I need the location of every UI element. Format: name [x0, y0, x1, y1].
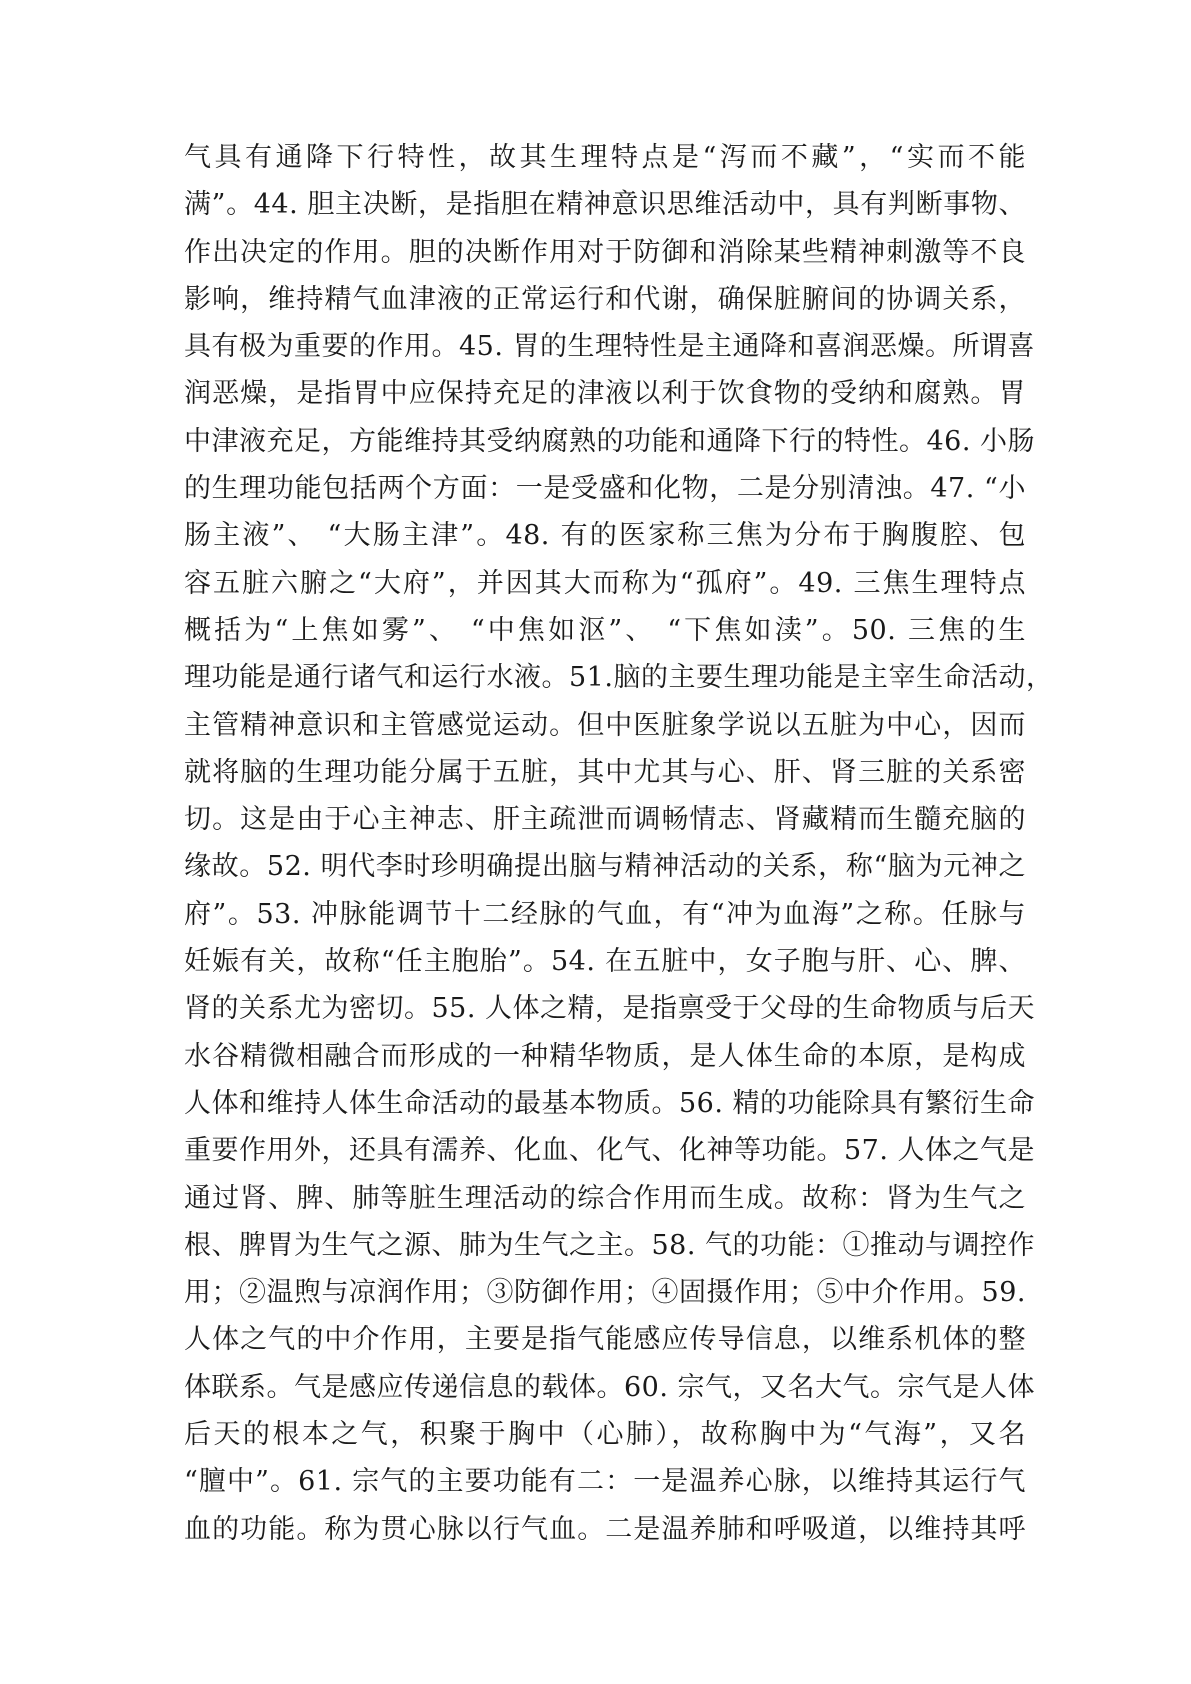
- text-line: 理功能是通行诸气和运行水液。51.脑的主要生理功能是主宰生命活动，: [184, 662, 1054, 694]
- text-line: 血的功能。称为贯心脉以行气血。二是温养肺和呼吸道，以维持其呼: [184, 1513, 1026, 1545]
- text-line: 用；②温煦与凉润作用；③防御作用；④固摄作用；⑤中介作用。59.: [184, 1277, 1026, 1309]
- text-line: 府”。53. 冲脉能调节十二经脉的气血，有“冲为血海”之称。任脉与: [184, 898, 1026, 930]
- text-line: “膻中”。61. 宗气的主要功能有二：一是温养心脉，以维持其运行气: [184, 1466, 1026, 1498]
- text-line: 润恶燥，是指胃中应保持充足的津液以利于饮食物的受纳和腐熟。胃: [184, 378, 1026, 410]
- text-line: 的生理功能包括两个方面：一是受盛和化物，二是分别清浊。47. “小: [184, 473, 1026, 505]
- text-line: 容五脏六腑之“大府”，并因其大而称为“孤府”。49. 三焦生理特点: [184, 567, 1026, 599]
- text-line: 具有极为重要的作用。45. 胃的生理特性是主通降和喜润恶燥。所谓喜: [184, 331, 1036, 363]
- text-line: 后天的根本之气，积聚于胸中（心肺），故称胸中为“气海”，又名: [184, 1419, 1026, 1451]
- text-line: 气具有通降下行特性，故其生理特点是“泻而不藏”，“实而不能: [184, 142, 1026, 173]
- text-line: 概括为“上焦如雾”、 “中焦如沤”、 “下焦如渎”。50. 三焦的生: [184, 614, 1026, 646]
- text-line: 肠主液”、 “大肠主津”。48. 有的医家称三焦为分布于胸腹腔、包: [184, 520, 1026, 552]
- text-line: 重要作用外，还具有濡养、化血、化气、化神等功能。57. 人体之气是: [184, 1135, 1036, 1167]
- text-line: 就将脑的生理功能分属于五脏，其中尤其与心、肝、肾三脏的关系密: [184, 756, 1026, 788]
- body-text: [184, 134, 1054, 1553]
- text-line: 水谷精微相融合而形成的一种精华物质，是人体生命的本原，是构成: [184, 1040, 1026, 1072]
- text-line: 妊娠有关，故称“任主胞胎”。54. 在五脏中，女子胞与肝、心、脾、: [184, 946, 1026, 978]
- text-line: 满”。44. 胆主决断，是指胆在精神意识思维活动中，具有判断事物、: [184, 189, 1026, 221]
- text-line: 中津液充足，方能维持其受纳腐熟的功能和通降下行的特性。46. 小肠: [184, 425, 1036, 457]
- text-line: 切。这是由于心主神志、肝主疏泄而调畅情志、肾藏精而生髓充脑的: [184, 804, 1026, 836]
- text-line: 人体之气的中介作用，主要是指气能感应传导信息，以维系机体的整: [184, 1324, 1026, 1356]
- text-line: 主管精神意识和主管感觉运动。但中医脏象学说以五脏为中心，因而: [184, 709, 1026, 741]
- text-line: 影响，维持精气血津液的正常运行和代谢，确保脏腑间的协调关系，: [184, 283, 1026, 315]
- text-line: 体联系。气是感应传递信息的载体。60. 宗气，又名大气。宗气是人体: [184, 1371, 1036, 1403]
- text-line: 缘故。52. 明代李时珍明确提出脑与精神活动的关系，称“脑为元神之: [184, 851, 1026, 883]
- text-line: 肾的关系尤为密切。55. 人体之精，是指禀受于父母的生命物质与后天: [184, 993, 1036, 1025]
- text-line: 根、脾胃为生气之源、肺为生气之主。58. 气的功能：①推动与调控作: [184, 1229, 1036, 1261]
- text-line: 作出决定的作用。胆的决断作用对于防御和消除某些精神刺激等不良: [184, 236, 1026, 268]
- text-line: 人体和维持人体生命活动的最基本物质。56. 精的功能除具有繁衍生命: [184, 1087, 1036, 1119]
- text-line: 通过肾、脾、肺等脏生理活动的综合作用而生成。故称：肾为生气之: [184, 1182, 1026, 1214]
